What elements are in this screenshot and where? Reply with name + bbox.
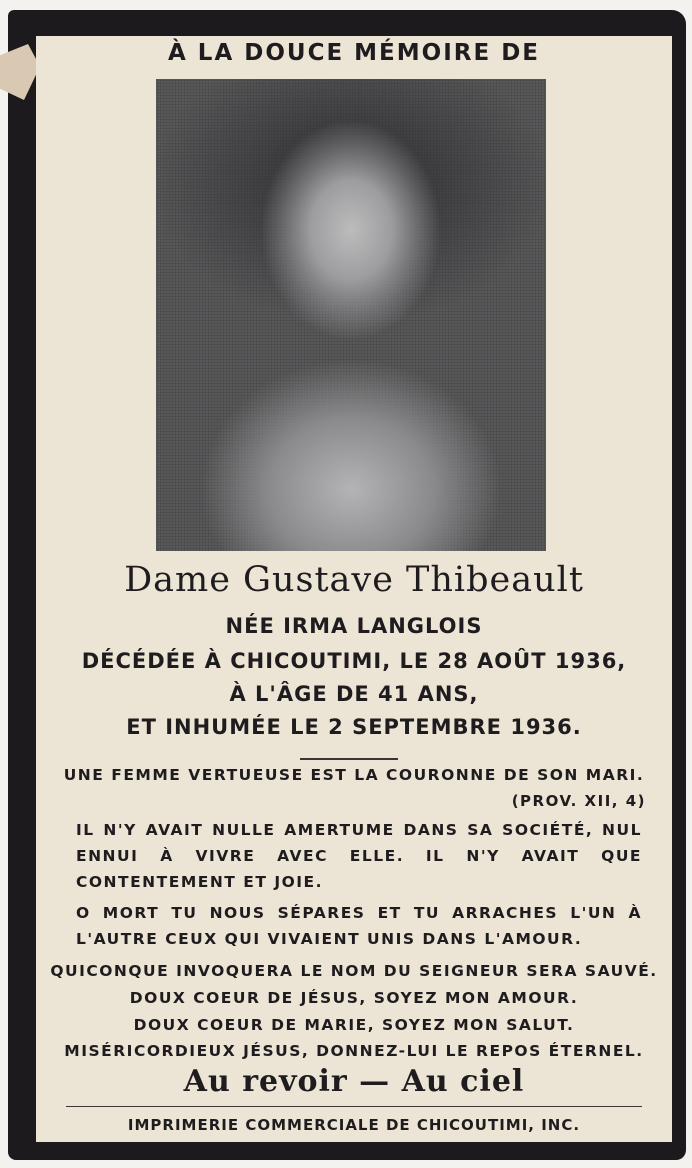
memorial-card (36, 36, 672, 1142)
verse-5: DOUX COEUR DE JÉSUS, SOYEZ MON AMOUR. (129, 989, 579, 1007)
deceased-name: Dame Gustave Thibeault (124, 560, 584, 600)
death-date-line: DÉCÉDÉE À CHICOUTIMI, LE 28 AOÛT 1936, (81, 649, 627, 673)
burial-date-line: ET INHUMÉE LE 2 SEPTEMBRE 1936. (126, 715, 582, 739)
verse-4: QUICONQUE INVOQUERA LE NOM DU SEIGNEUR SERA SAUVÉ. (50, 962, 658, 980)
maiden-name-line: NÉE IRMA LANGLOIS (225, 614, 483, 638)
age-line: À L'ÂGE DE 41 ANS, (229, 682, 479, 706)
verse-3: O MORT TU NOUS SÉPARES ET TU ARRACHES L'UN À L'AUTRE CEUX QUI VIVAIENT UNIS DANS L'AMOUR. (76, 904, 642, 948)
printer-credit: IMPRIMERIE COMMERCIALE DE CHICOUTIMI, INC. (127, 1116, 581, 1134)
divider-rule (300, 758, 398, 760)
portrait-photo (156, 79, 546, 551)
verse-6: DOUX COEUR DE MARIE, SOYEZ MON SALUT. (133, 1016, 575, 1034)
card-header: À LA DOUCE MÉMOIRE DE (167, 40, 541, 66)
bottom-rule (66, 1106, 642, 1107)
verse-7: MISÉRICORDIEUX JÉSUS, DONNEZ-LUI LE REPOS ÉTERNEL. (64, 1042, 644, 1060)
verse-1-reference: (PROV. XII, 4) (511, 792, 646, 810)
verse-1: UNE FEMME VERTUEUSE EST LA COURONNE DE SON MARI. (63, 766, 645, 784)
verse-2: IL N'Y AVAIT NULLE AMERTUME DANS SA SOCIÉTÉ, NUL ENNUI À VIVRE AVEC ELLE. IL N'Y AVAIT QUE CONTENTEMENT ET JOIE. (76, 821, 642, 891)
farewell-line: Au revoir — Au ciel (183, 1064, 525, 1099)
